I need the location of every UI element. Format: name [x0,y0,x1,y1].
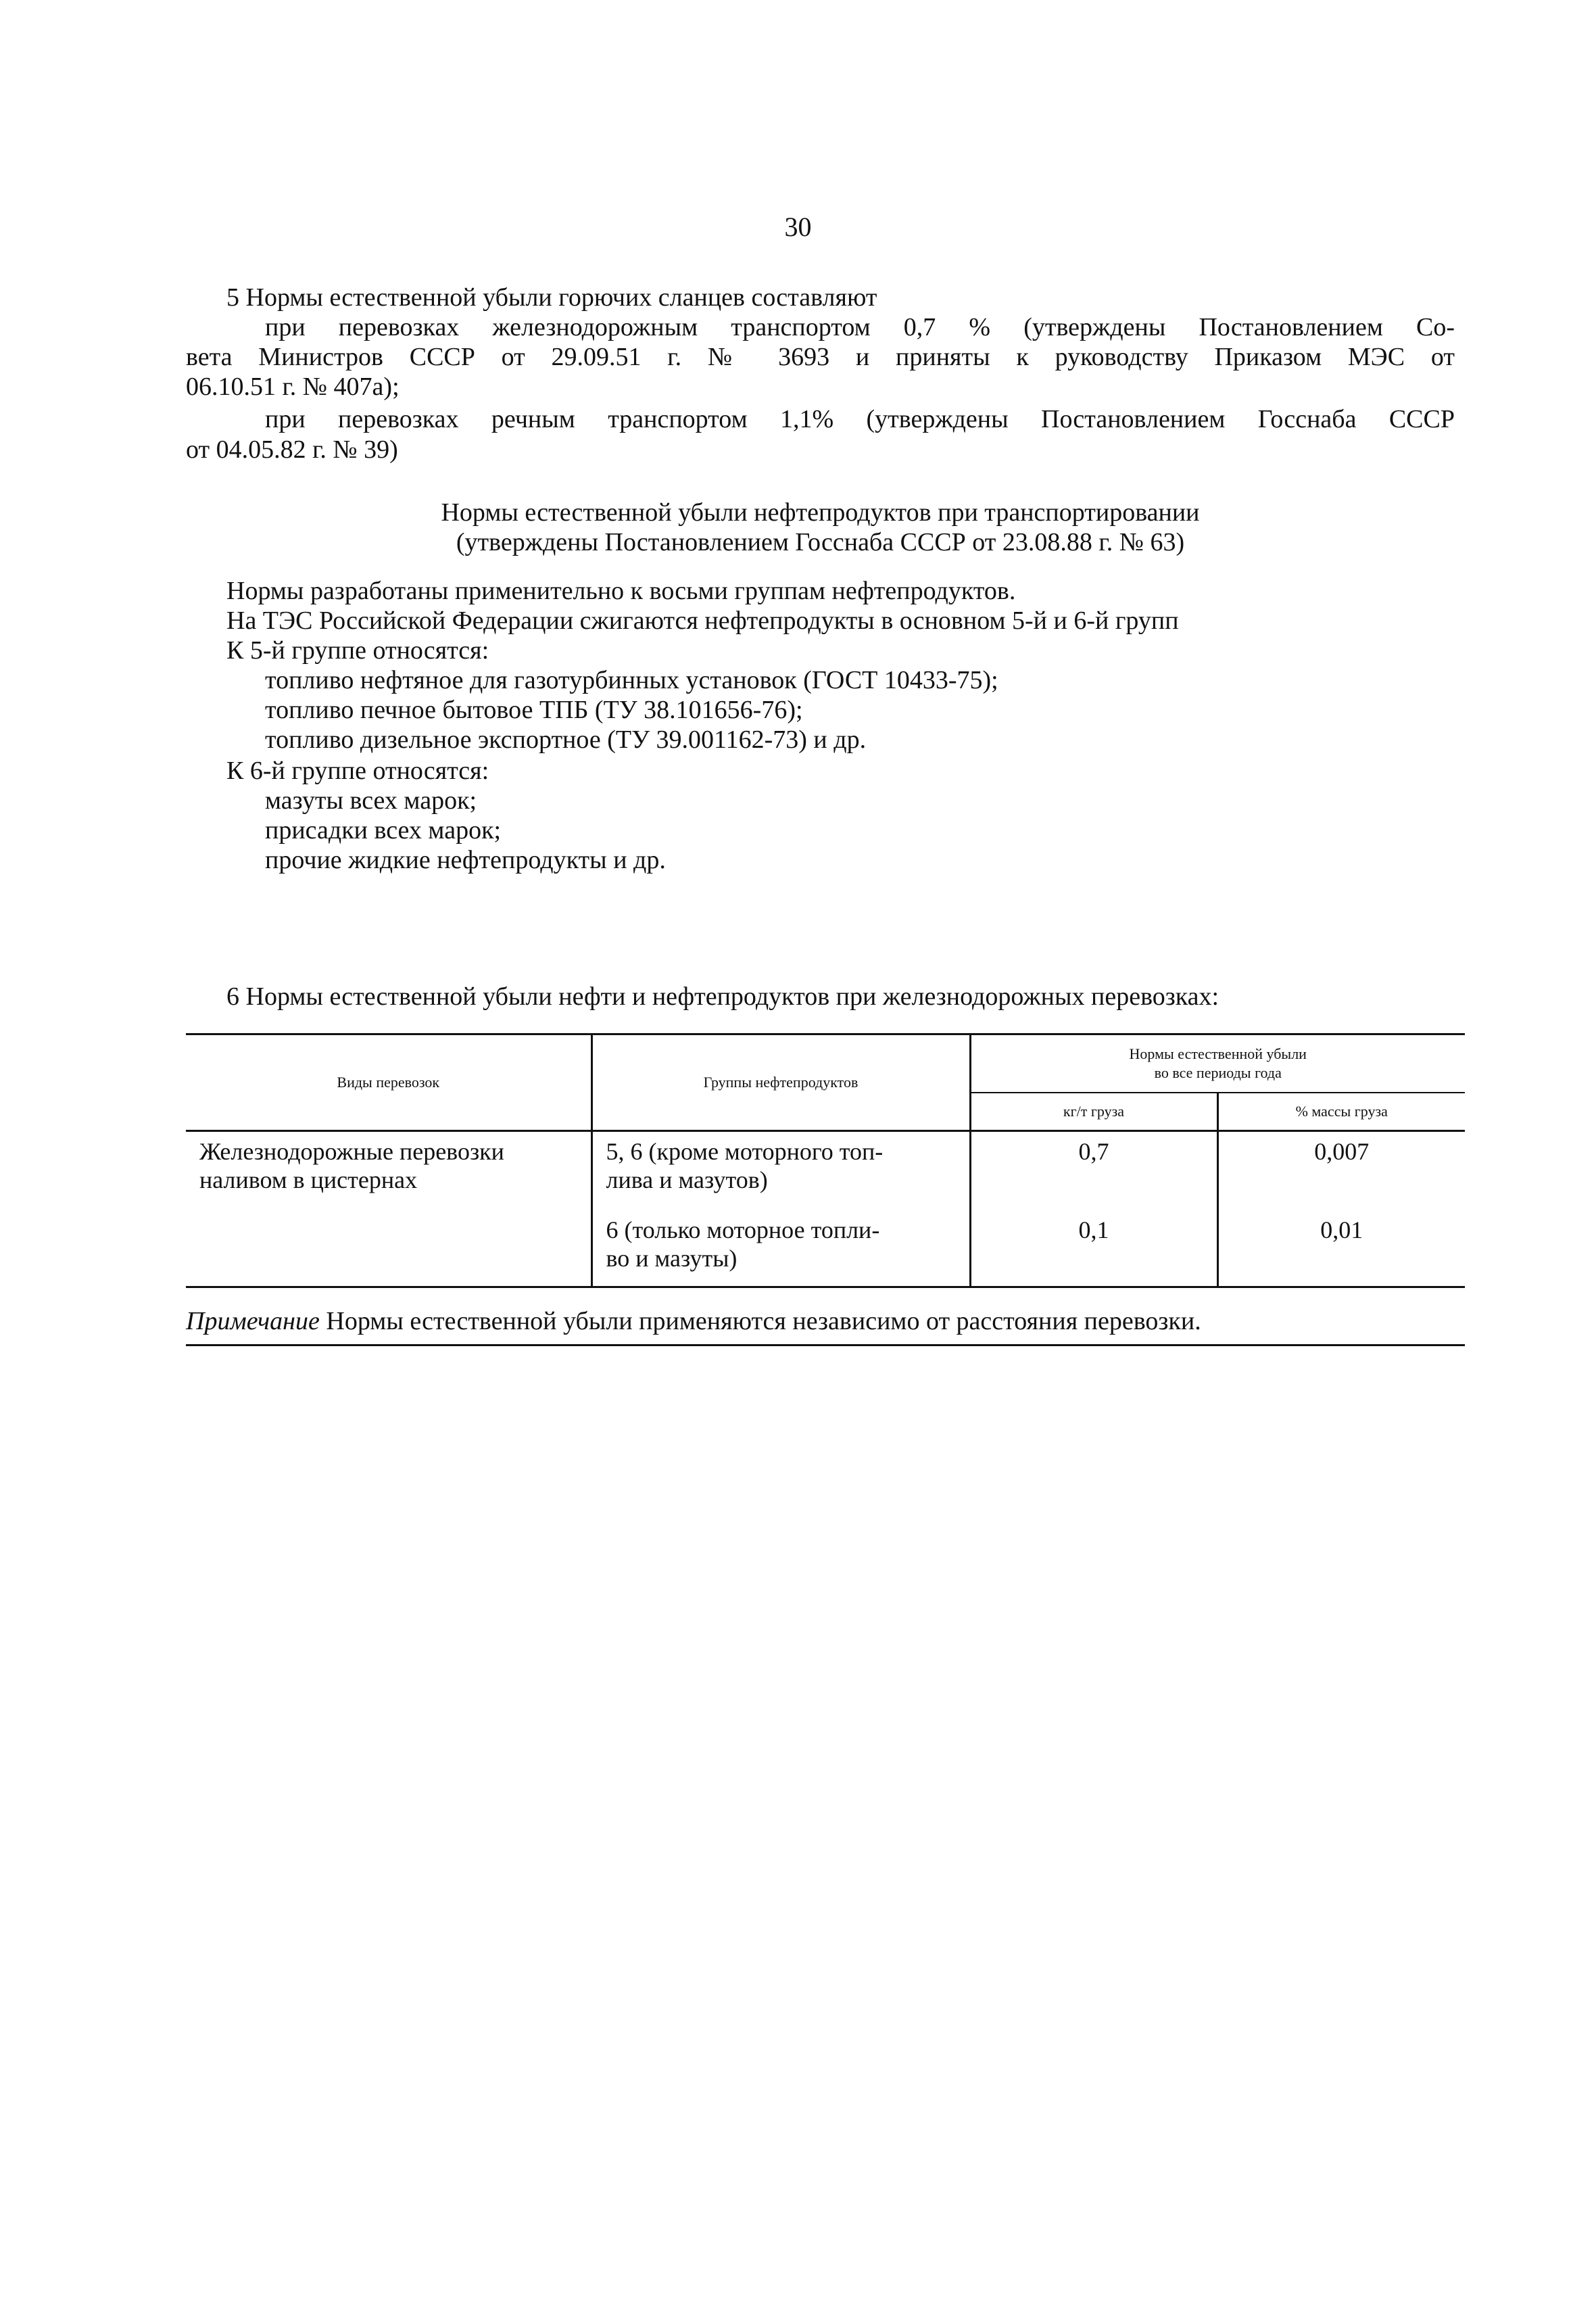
product-group-cell [591,1210,970,1287]
section5-rail-line2: вета Министров СССР от 29.09.51 г. № 3693 и приняты к руководству Приказом МЭС от [186,343,1455,371]
transport-type-line1: Железнодорожные перевозки [199,1138,504,1165]
header-percent-mass: % массы груза [1217,1093,1465,1131]
product-group-cell [591,1131,970,1211]
norms-intro2: На ТЭС Российской Федерации сжигаются нефтепродукты в основном 5-й и 6-й групп [226,606,1179,635]
header-kg-per-t: кг/т груза [970,1093,1217,1131]
product-group-line1: 6 (только моторное топли- [606,1216,880,1243]
note-label: Примечание [186,1307,320,1335]
table-row [186,1131,1465,1211]
group5-item: топливо дизельное экспортное (ТУ 39.001162-73) и др. [265,725,867,754]
product-group-line1: 5, 6 (кроме моторного топ- [606,1138,884,1165]
group6-item: мазуты всех марок; [265,786,477,815]
header-loss-norms-line2: во все периоды года [1154,1064,1282,1081]
group5-item: топливо печное бытовое ТПБ (ТУ 38.101656-76); [265,696,803,724]
note-text: Нормы естественной убыли применяются независимо от расстояния перевозки. [326,1307,1201,1335]
product-group-line2: лива и мазутов) [606,1166,768,1193]
product-group-line2: во и мазуты) [606,1245,737,1272]
group6-title: К 6-й группе относятся: [226,757,489,785]
header-loss-norms [970,1034,1465,1093]
percent-value: 0,01 [1217,1210,1465,1287]
norms-intro1: Нормы разработаны применительно к восьми группам нефтепродуктов. [226,577,1016,605]
transport-type-cell [186,1131,591,1287]
section6-heading: 6 Нормы естественной убыли нефти и нефтепродуктов при железнодорожных перевозках: [226,982,1219,1011]
group5-title: К 5-й группе относятся: [226,636,489,665]
transport-type-line2: наливом в цистернах [199,1166,418,1193]
group5-item: топливо нефтяное для газотурбинных установок (ГОСТ 10433-75); [265,666,998,694]
page-number: 30 [784,212,812,242]
section5-river-line2: от 04.05.82 г. № 39) [186,435,398,464]
kg-per-t-value: 0,7 [970,1131,1217,1211]
section5-heading: 5 Нормы естественной убыли горючих сланцев составляют [226,283,877,312]
rail-norms-table [186,1033,1465,1288]
percent-value: 0,007 [1217,1131,1465,1211]
note-divider [186,1344,1465,1346]
header-product-groups: Группы нефтепродуктов [591,1034,970,1131]
header-transport-type: Виды перевозок [186,1034,591,1131]
table-note [186,1306,1465,1336]
group6-item: прочие жидкие нефтепродукты и др. [265,846,666,874]
group6-item: присадки всех марок; [265,816,502,844]
norms-subtitle: (утверждены Постановлением Госснаба СССР от 23.08.88 г. № 63) [456,528,1185,556]
section5-river-line1: при перевозках речным транспортом 1,1% (утверждены Постановлением Госснаба СССР [265,405,1455,433]
table-header-row [186,1034,1465,1093]
norms-title: Нормы естественной убыли нефтепродуктов при транспортировании [441,498,1200,527]
section5-rail-line1: при перевозках железнодорожным транспортом 0,7 % (утверждены Постановлением Со- [265,313,1455,341]
section5-rail-line3: 06.10.51 г. № 407а); [186,373,400,401]
header-loss-norms-line1: Нормы естественной убыли [1129,1045,1307,1062]
kg-per-t-value: 0,1 [970,1210,1217,1287]
